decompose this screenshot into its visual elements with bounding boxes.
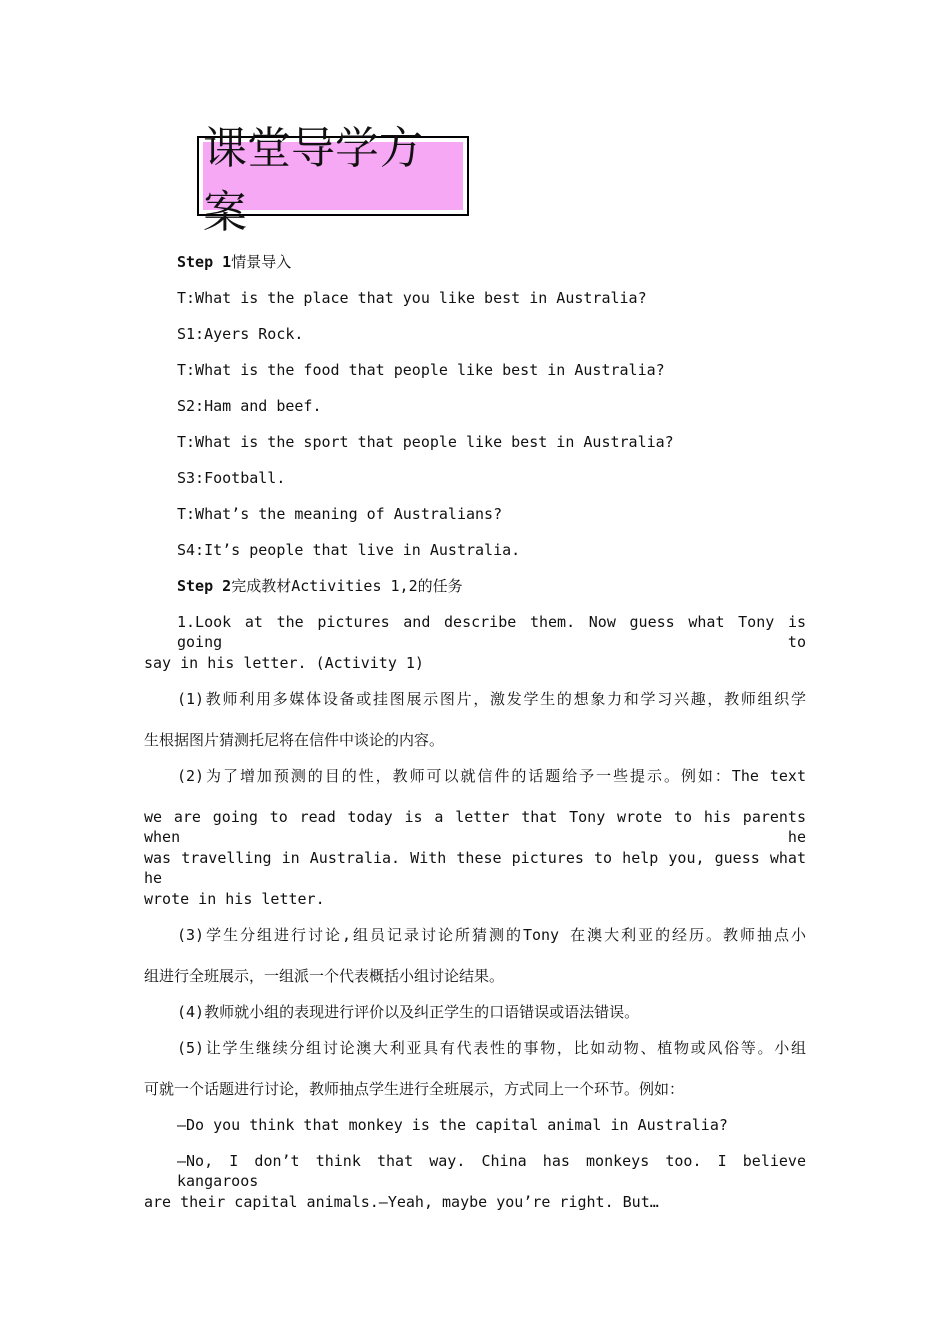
step1-label: Step 1 (177, 253, 232, 271)
paragraph-line: (2)为了增加预测的目的性，教师可以就信件的话题给予一些提示。例如：The text (177, 767, 806, 785)
paragraph-line: (1)教师利用多媒体设备或挂图展示图片，激发学生的想象力和学习兴趣，教师组织学 (177, 690, 806, 708)
paragraph-line: are their capital animals.—Yeah, maybe you’re right. But… (144, 1193, 659, 1211)
dialogue-line: T:What is the sport that people like best in Australia? (177, 433, 674, 451)
dialogue-line: S1:Ayers Rock. (177, 325, 304, 343)
paragraph-line: was travelling in Australia. With these pictures to help you, guess what he (144, 849, 806, 887)
dialogue-line: T:What is the place that you like best in Australia? (177, 289, 647, 307)
dialogue-line: S3:Football. (177, 469, 286, 487)
paragraph-line: wrote in his letter. (144, 890, 325, 908)
step2-label: Step 2 (177, 577, 232, 595)
step1-heading (177, 252, 291, 272)
dialogue-line: S2:Ham and beef. (177, 397, 322, 415)
dialogue-line: S4:It’s people that live in Australia. (177, 541, 521, 559)
paragraph-line: say in his letter. (Activity 1) (144, 654, 424, 672)
paragraph-line: —Do you think that monkey is the capital animal in Australia? (177, 1116, 728, 1134)
banner-title: 课堂导学方案 (203, 123, 423, 238)
paragraph-line: 可就一个话题进行讨论，教师抽点学生进行全班展示，方式同上一个环节。例如： (144, 1080, 685, 1098)
title-banner-fill (203, 123, 463, 238)
paragraph-line: 1.Look at the pictures and describe them. Now guess what Tony is going to (177, 613, 806, 651)
paragraph-line: 生根据图片猜测托尼将在信件中谈论的内容。 (144, 731, 445, 749)
title-banner (197, 123, 469, 238)
paragraph-line: (5)让学生继续分组讨论澳大利亚具有代表性的事物，比如动物、植物或风俗等。小组 (177, 1039, 806, 1057)
step1-title: 情景导入 (231, 253, 292, 271)
dialogue-line: T:What is the food that people like best in Australia? (177, 361, 665, 379)
paragraph-line: (4)教师就小组的表现进行评价以及纠正学生的口语错误或语法错误。 (177, 1003, 640, 1021)
paragraph-line: we are going to read today is a letter that Tony wrote to his parents when he (144, 808, 806, 846)
paragraph-line: —No, I don’t think that way. China has monkeys too. I believe kangaroos (177, 1152, 806, 1190)
dialogue-line: T:What’s the meaning of Australians? (177, 505, 503, 523)
step2-heading (177, 576, 463, 596)
step2-title: 完成教材Activities 1,2的任务 (231, 577, 463, 595)
paragraph-line: (3)学生分组进行讨论,组员记录讨论所猜测的Tony 在澳大利亚的经历。教师抽点小 (177, 926, 806, 944)
paragraph-line: 组进行全班展示，一组派一个代表概括小组讨论结果。 (144, 967, 505, 985)
